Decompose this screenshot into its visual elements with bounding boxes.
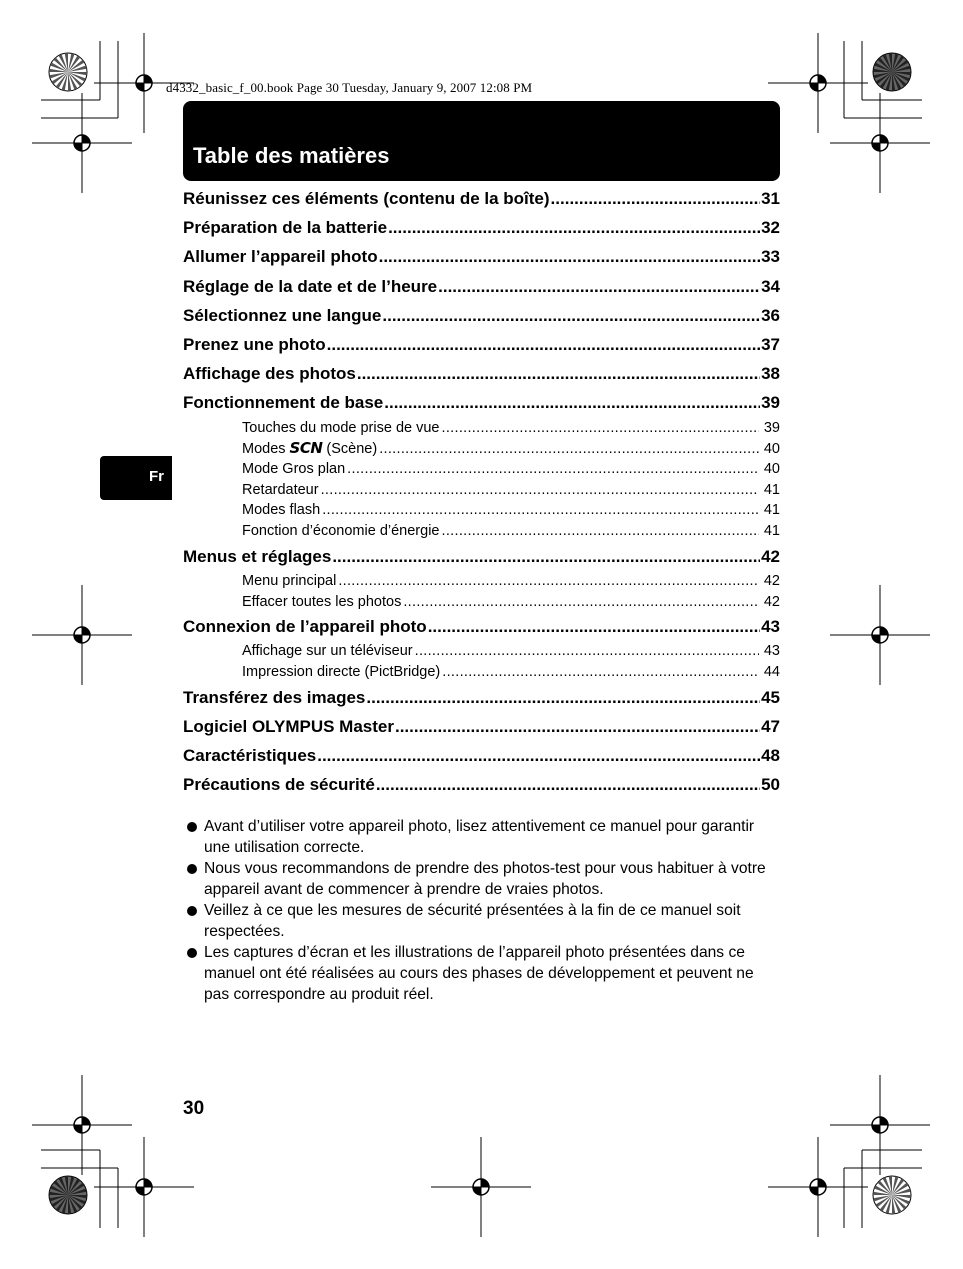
toc-entry-page: 47 bbox=[761, 716, 780, 736]
notes-list bbox=[183, 816, 783, 1005]
toc-leader-dots bbox=[357, 359, 760, 388]
registration-target-icon bbox=[830, 93, 930, 193]
language-tab bbox=[100, 456, 172, 500]
note-text: Nous vous recommandons de prendre des photos-test pour vous habituer à votre appareil avant de commencer à prendre de vraies photos. bbox=[204, 860, 766, 898]
toc-entry-label: Fonctionnement de base bbox=[183, 393, 384, 413]
toc-entry-label: Prenez une photo bbox=[183, 334, 326, 354]
toc-entry bbox=[183, 301, 780, 330]
note-item bbox=[183, 900, 783, 942]
toc-subentry-label-group bbox=[242, 641, 413, 662]
title-bar bbox=[183, 101, 780, 181]
toc-leader-dots bbox=[338, 571, 759, 592]
toc-entry bbox=[183, 242, 780, 271]
toc-entry-page: 37 bbox=[761, 334, 780, 354]
toc-entry-page: 31 bbox=[761, 189, 780, 208]
toc-entry-page: 32 bbox=[761, 218, 780, 238]
toc-leader-dots bbox=[384, 388, 760, 417]
print-header-line: d4332_basic_f_00.book Page 30 Tuesday, January 9, 2007 12:08 PM bbox=[166, 80, 533, 95]
toc-leader-dots bbox=[366, 683, 760, 712]
toc-entry-label: Transférez des images bbox=[183, 687, 366, 707]
registration-target-icon bbox=[32, 1075, 132, 1175]
bullet-icon bbox=[187, 906, 197, 916]
note-item bbox=[183, 858, 783, 900]
registration-target-icon bbox=[830, 585, 930, 685]
toc-entry-label: Réglage de la date et de l’heure bbox=[183, 276, 438, 296]
star-target-icon bbox=[873, 53, 911, 91]
toc-leader-dots bbox=[332, 542, 760, 571]
toc-leader-dots bbox=[428, 612, 760, 641]
note-item bbox=[183, 942, 783, 1005]
toc-subentry-label-group bbox=[242, 521, 440, 542]
toc-entry-page: 33 bbox=[761, 247, 780, 267]
page-title: Table des matières bbox=[193, 143, 390, 168]
note-text: Veillez à ce que les mesures de sécurité présentées à la fin de ce manuel soit respectées. bbox=[204, 902, 741, 940]
toc-entry-page: 42 bbox=[761, 546, 780, 566]
toc-entry bbox=[183, 542, 780, 571]
toc-entry-label: Réunissez ces éléments (contenu de la boîte) bbox=[183, 189, 550, 208]
toc-subentry bbox=[242, 592, 780, 613]
toc-subentry-page: 43 bbox=[763, 643, 780, 660]
registration-target-icon bbox=[431, 1137, 531, 1237]
toc-subentry-label-group bbox=[242, 571, 336, 592]
toc-entry bbox=[183, 770, 780, 799]
toc-leader-dots bbox=[317, 741, 760, 770]
toc-subentry-page: 40 bbox=[763, 441, 780, 458]
star-target-icon bbox=[49, 1176, 87, 1214]
toc-subentry-page: 44 bbox=[763, 664, 780, 681]
toc-leader-dots bbox=[403, 592, 759, 613]
toc-subentry-label: Affichage sur un téléviseur bbox=[242, 643, 413, 660]
toc-entry-page: 45 bbox=[761, 687, 780, 707]
toc-leader-dots bbox=[438, 272, 760, 301]
toc-subentry-page: 42 bbox=[763, 572, 780, 589]
star-target-icon bbox=[873, 1176, 911, 1214]
toc-leader-dots bbox=[322, 500, 759, 521]
toc-subentry-label-group bbox=[242, 500, 320, 521]
toc-entry bbox=[183, 712, 780, 741]
registration-target-icon bbox=[94, 1137, 194, 1237]
toc-subentry bbox=[242, 662, 780, 683]
toc-subentry-label-group bbox=[242, 662, 440, 683]
table-of-contents bbox=[183, 184, 780, 800]
bullet-icon bbox=[187, 822, 197, 832]
toc-entry-label: Précautions de sécurité bbox=[183, 775, 375, 795]
toc-leader-dots bbox=[379, 439, 759, 459]
toc-subentry bbox=[242, 571, 780, 592]
bullet-icon bbox=[187, 864, 197, 874]
toc-subentry-label: Mode Gros plan bbox=[242, 460, 346, 477]
toc-entry bbox=[183, 683, 780, 712]
language-tab-label: Fr bbox=[149, 468, 164, 485]
toc-entry bbox=[183, 213, 780, 242]
toc-entry-page: 34 bbox=[761, 276, 780, 296]
toc-entry-page: 39 bbox=[761, 393, 780, 413]
registration-target-icon bbox=[32, 585, 132, 685]
toc-entry-page: 38 bbox=[761, 364, 780, 384]
toc-leader-dots bbox=[379, 242, 760, 271]
toc-leader-dots bbox=[321, 480, 759, 501]
toc-entry-page: 48 bbox=[761, 746, 780, 766]
toc-subentry-page: 42 bbox=[763, 593, 780, 610]
toc-leader-dots bbox=[327, 330, 760, 359]
toc-subentry-label-group bbox=[242, 438, 377, 459]
scn-mode-icon: SCN bbox=[289, 439, 323, 458]
toc-subentry-label: Fonction d’économie d’énergie bbox=[242, 522, 440, 539]
toc-entry-label: Logiciel OLYMPUS Master bbox=[183, 716, 394, 736]
bullet-icon bbox=[187, 948, 197, 958]
toc-entry-label: Connexion de l’appareil photo bbox=[183, 617, 427, 637]
toc-entry-label: Affichage des photos bbox=[183, 364, 356, 384]
toc-leader-dots bbox=[382, 301, 760, 330]
toc-subentry bbox=[242, 418, 780, 439]
toc-subentry-label-group bbox=[242, 592, 401, 613]
toc-subentry-label: (Scène) bbox=[326, 441, 378, 458]
toc-subentry bbox=[242, 641, 780, 662]
toc-subentry-label-group bbox=[242, 459, 345, 480]
toc-subentry bbox=[242, 459, 780, 480]
toc-entry-page: 50 bbox=[761, 775, 780, 795]
star-target-icon bbox=[49, 53, 87, 91]
toc-subentry-label: Impression directe (PictBridge) bbox=[242, 664, 441, 681]
toc-subentry-page: 40 bbox=[763, 460, 780, 477]
toc-entry bbox=[183, 184, 780, 213]
toc-leader-dots bbox=[551, 184, 761, 213]
toc-subentry-page: 41 bbox=[763, 502, 780, 519]
toc-subentry-page: 41 bbox=[763, 481, 780, 498]
registration-target-icon bbox=[768, 1137, 868, 1237]
toc-subentry-label: Retardateur bbox=[242, 481, 319, 498]
toc-leader-dots bbox=[415, 641, 759, 662]
note-text: Avant d’utiliser votre appareil photo, lisez attentivement ce manuel pour garantir une utilisation correcte. bbox=[204, 818, 755, 856]
toc-subentry-label-group bbox=[242, 418, 440, 439]
note-item bbox=[183, 816, 783, 858]
toc-subentry bbox=[242, 438, 780, 459]
toc-subentry bbox=[242, 521, 780, 542]
toc-subentry-label: Effacer toutes les photos bbox=[242, 593, 402, 610]
toc-subentry-page: 41 bbox=[763, 522, 780, 539]
note-text: Les captures d’écran et les illustrations de l’appareil photo présentées dans ce manuel ont été réalisées au cours des phases de développement et peuvent ne pas correspondre au produit réel. bbox=[204, 944, 754, 1003]
toc-entry-label: Caractéristiques bbox=[183, 746, 317, 766]
toc-subentry bbox=[242, 500, 780, 521]
toc-entry-label: Allumer l’appareil photo bbox=[183, 247, 378, 267]
toc-entry bbox=[183, 612, 780, 641]
toc-subentry bbox=[242, 480, 780, 501]
toc-entry-label: Menus et réglages bbox=[183, 546, 332, 566]
toc-leader-dots bbox=[395, 712, 760, 741]
toc-subentry-prefix: Modes bbox=[242, 441, 286, 458]
page-number: 30 bbox=[183, 1098, 205, 1119]
registration-target-icon bbox=[830, 1075, 930, 1175]
toc-leader-dots bbox=[347, 459, 759, 480]
toc-leader-dots bbox=[442, 418, 759, 439]
toc-entry-label: Sélectionnez une langue bbox=[183, 305, 382, 325]
toc-leader-dots bbox=[442, 662, 759, 683]
toc-entry-label: Préparation de la batterie bbox=[183, 218, 388, 238]
registration-target-icon bbox=[32, 93, 132, 193]
toc-subentry-label: Touches du mode prise de vue bbox=[242, 419, 440, 436]
toc-subentry-label: Menu principal bbox=[242, 572, 337, 589]
toc-leader-dots bbox=[388, 213, 760, 242]
toc-entry bbox=[183, 388, 780, 417]
toc-leader-dots bbox=[376, 770, 760, 799]
toc-subentry-label-group bbox=[242, 480, 319, 501]
toc-entry-page: 36 bbox=[761, 305, 780, 325]
toc-entry-page: 43 bbox=[761, 617, 780, 637]
toc-entry bbox=[183, 741, 780, 770]
toc-entry bbox=[183, 359, 780, 388]
toc-entry bbox=[183, 330, 780, 359]
toc-subentry-label: Modes flash bbox=[242, 502, 321, 519]
toc-entry bbox=[183, 272, 780, 301]
toc-leader-dots bbox=[442, 521, 759, 542]
toc-subentry-page: 39 bbox=[763, 419, 780, 436]
